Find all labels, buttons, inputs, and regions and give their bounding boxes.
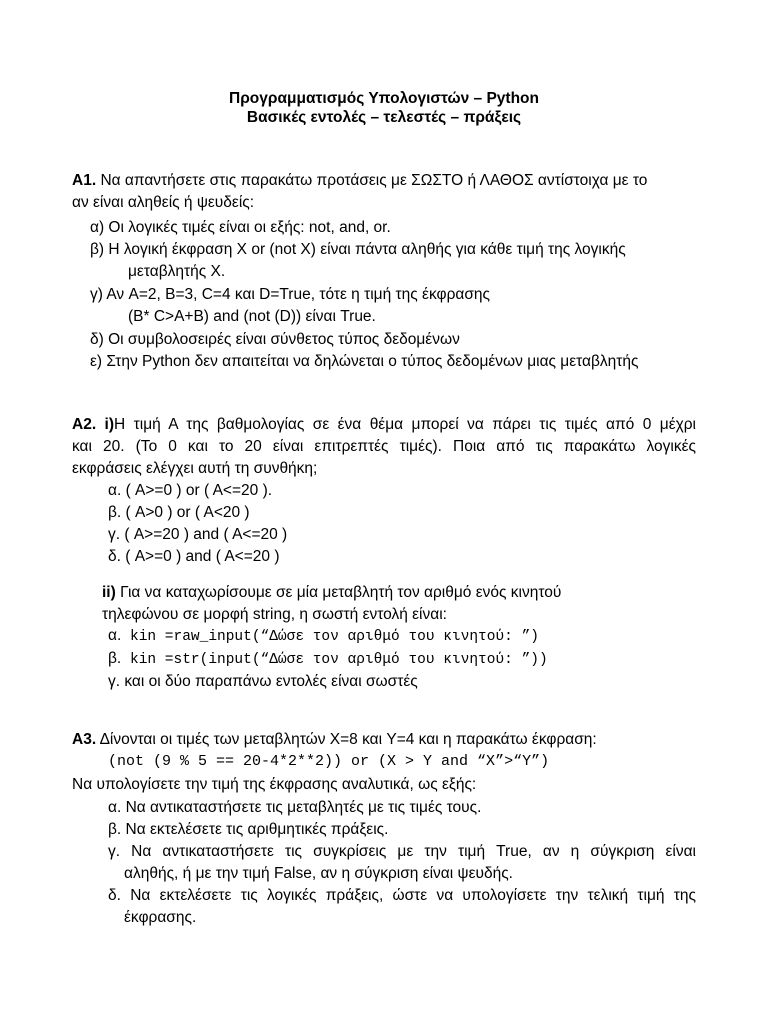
a2-ii-option-a-label: α. bbox=[108, 627, 122, 644]
a1-intro-line-1 bbox=[72, 170, 696, 192]
a2-i-label: i) bbox=[104, 416, 115, 433]
a1-statement-c: γ) Αν A=2, B=3, C=4 και D=True, τότε η τιμή της έκφρασης bbox=[90, 286, 491, 303]
a2-part-ii bbox=[102, 582, 662, 626]
a2-ii-line-1-text: Για να καταχωρίσουμε σε μία μεταβλητή τον αριθμό ενός κινητού bbox=[120, 584, 562, 601]
a2-ii-line-2: τηλεφώνου σε μορφή string, η σωστή εντολή είναι: bbox=[102, 606, 447, 623]
a3-step-c-cont: αληθής, ή με την τιμή False, αν η σύγκριση είναι ψευδής. bbox=[124, 865, 513, 882]
a2-ii-options bbox=[108, 625, 628, 693]
a3-intro-text: Δίνονται οι τιμές των μεταβλητών X=8 και Y=4 και η παρακάτω έκφραση: bbox=[99, 731, 597, 748]
a1-statement-a: α) Οι λογικές τιμές είναι οι εξής: not, and, or. bbox=[90, 219, 391, 236]
a3-expression: (not (9 % 5 == 20-4*2**2)) or (X > Y and “X”>“Y”) bbox=[108, 753, 550, 770]
a3-step-d-cont: έκφρασης. bbox=[124, 909, 197, 926]
a2-option-c: γ. ( A>=20 ) and ( A<=20 ) bbox=[108, 526, 288, 543]
a3-step-b: β. Να εκτελέσετε τις αριθμητικές πράξεις. bbox=[108, 821, 389, 838]
page-title: Προγραμματισμός Υπολογιστών – Python bbox=[229, 90, 539, 107]
a2-ii-label: ii) bbox=[102, 584, 116, 601]
a2-option-b: β. ( A>0 ) or ( A<20 ) bbox=[108, 504, 250, 521]
a1-statement-c-cont: (B* C>A+B) and (not (D)) είναι True. bbox=[128, 308, 376, 325]
a3-steps bbox=[108, 797, 696, 929]
a2-ii-option-a-code: kin =raw_input(“Δώσε τον αριθμό του κινητού: ”) bbox=[130, 629, 539, 645]
a2-line-1 bbox=[72, 414, 696, 436]
a3-intro bbox=[72, 729, 696, 751]
question-a1 bbox=[72, 170, 696, 214]
a2-ii-option-b bbox=[108, 648, 628, 671]
a2-label: Α2. bbox=[72, 416, 97, 433]
a3-step-a: α. Να αντικαταστήσετε τις μεταβλητές με τις τιμές τους. bbox=[108, 799, 482, 816]
a2-options bbox=[108, 480, 508, 568]
a2-option-a: α. ( A>=0 ) or ( A<=20 ). bbox=[108, 482, 273, 499]
a1-statements bbox=[90, 217, 710, 373]
a2-line-3: εκφράσεις ελέγχει αυτή τη συνθήκη; bbox=[72, 460, 318, 477]
a2-line-2: και 20. (Το 0 και το 20 είναι επιτρεπτές τιμές). Ποια από τις παρακάτω λογικές bbox=[72, 438, 696, 455]
a3-label: Α3. bbox=[72, 731, 97, 748]
a2-ii-option-b-label: β. bbox=[108, 650, 122, 667]
a1-statement-e: ε) Στην Python δεν απαιτείται να δηλώνεται ο τύπος δεδομένων μιας μεταβλητής bbox=[90, 353, 639, 370]
a2-option-d: δ. ( A>=0 ) and ( A<=20 ) bbox=[108, 548, 280, 565]
page-subtitle: Βασικές εντολές – τελεστές – πράξεις bbox=[246, 109, 522, 126]
a1-statement-b: β) Η λογική έκφραση X or (not X) είναι πάντα αληθής για κάθε τιμή της λογικής bbox=[90, 241, 626, 258]
a2-ii-option-a bbox=[108, 625, 628, 648]
a3-step-d: δ. Να εκτελέσετε τις λογικές πράξεις, ώστε να υπολογίσετε την τελική τιμή της bbox=[108, 887, 696, 904]
a3-instruction: Να υπολογίσετε την τιμή της έκφρασης αναλυτικά, ως εξής: bbox=[72, 776, 477, 793]
a2-line-1-text: Η τιμή Α της βαθμολογίας σε ένα θέμα μπορεί να πάρει τις τιμές από 0 μέχρι bbox=[114, 416, 696, 433]
a1-statement-b-cont: μεταβλητής X. bbox=[128, 263, 226, 280]
a2-ii-option-c: γ. και οι δύο παραπάνω εντολές είναι σωστές bbox=[108, 673, 418, 690]
a1-intro-text: Να απαντήσετε στις παρακάτω προτάσεις με ΣΩΣΤΟ ή ΛΑΘΟΣ αντίστοιχα με το bbox=[100, 172, 648, 189]
question-a3 bbox=[72, 729, 696, 751]
a1-intro-line-2: αν είναι αληθείς ή ψευδείς: bbox=[72, 194, 255, 211]
a1-label: Α1. bbox=[72, 172, 97, 189]
a2-ii-line-1 bbox=[102, 582, 662, 604]
a3-step-c: γ. Να αντικαταστήσετε τις συγκρίσεις με την τιμή True, αν η σύγκριση είναι bbox=[108, 843, 696, 860]
question-a2 bbox=[72, 414, 696, 480]
a1-statement-d: δ) Οι συμβολοσειρές είναι σύνθετος τύπος δεδομένων bbox=[90, 331, 460, 348]
a2-ii-option-b-code: kin =str(input(“Δώσε τον αριθμό του κινητού: ”)) bbox=[130, 652, 548, 668]
